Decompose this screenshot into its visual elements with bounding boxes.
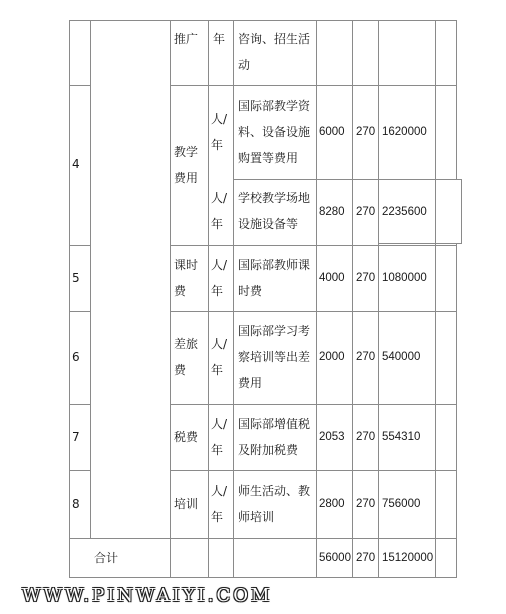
rule (69, 245, 90, 246)
item-cell: 培训 (174, 497, 199, 511)
rule (170, 311, 457, 312)
unit-cell: 人/年 (211, 337, 228, 377)
watermark: WWW.PINWAIYI.COM (22, 585, 273, 606)
rule (69, 20, 457, 21)
rule (69, 85, 90, 86)
price-cell: 8280 (319, 206, 345, 218)
total-cell: 554310 (382, 431, 421, 443)
rule (170, 470, 457, 471)
rule (170, 245, 457, 246)
rule (378, 20, 379, 578)
desc-cell: 学校教学场地设施设备等 (238, 191, 311, 231)
rule (461, 179, 462, 243)
price-cell: 2000 (319, 351, 345, 363)
row-number: 6 (72, 350, 80, 364)
unit-cell: 年 (213, 32, 226, 46)
unit-cell: 人/年 (211, 484, 228, 524)
rule (90, 20, 91, 538)
rule (69, 20, 70, 578)
rule (69, 470, 90, 471)
rule (378, 243, 462, 244)
unit-cell: 人/年 (211, 112, 228, 152)
rule (170, 85, 457, 86)
desc-cell: 师生活动、教师培训 (238, 484, 311, 524)
total-cell: 1620000 (382, 126, 427, 138)
rule (170, 20, 171, 578)
price-cell: 56000 (319, 552, 351, 564)
item-cell: 税费 (174, 430, 199, 444)
row-number: 7 (72, 430, 80, 444)
desc-cell: 咨询、招生活动 (238, 32, 311, 72)
rule (69, 311, 90, 312)
rule (233, 20, 234, 578)
price-cell: 2053 (319, 431, 345, 443)
rule (456, 243, 457, 578)
total-label: 合计 (94, 551, 119, 565)
item-cell: 推广 (174, 32, 199, 46)
count-cell: 270 (356, 126, 376, 138)
item-cell: 教学费用 (174, 145, 199, 185)
price-cell: 4000 (319, 272, 345, 284)
price-cell: 2800 (319, 498, 345, 510)
unit-cell: 人/年 (211, 191, 228, 231)
total-cell: 756000 (382, 498, 421, 510)
rule (69, 577, 457, 578)
price-cell: 6000 (319, 126, 345, 138)
desc-cell: 国际部增值税及附加税费 (238, 417, 311, 457)
rule (170, 404, 457, 405)
count-cell: 270 (356, 498, 376, 510)
row-number: 4 (72, 157, 80, 171)
rule (208, 20, 209, 578)
total-cell: 2235600 (382, 206, 427, 218)
count-cell: 270 (356, 552, 376, 564)
count-cell: 270 (356, 272, 376, 284)
count-cell: 270 (356, 206, 376, 218)
item-cell: 课时费 (174, 258, 199, 298)
item-cell: 差旅费 (174, 337, 199, 377)
row-number: 5 (72, 271, 80, 285)
total-cell: 1080000 (382, 272, 427, 284)
desc-cell: 国际部学习考察培训等出差费用 (238, 324, 311, 390)
rule (316, 20, 317, 578)
rule (233, 179, 462, 180)
unit-cell: 人/年 (211, 417, 228, 457)
rule (352, 20, 353, 578)
rule (456, 20, 457, 179)
rule (435, 20, 436, 578)
row-number: 8 (72, 497, 80, 511)
count-cell: 270 (356, 431, 376, 443)
rule (69, 538, 457, 539)
count-cell: 270 (356, 351, 376, 363)
desc-cell: 国际部教学资料、设备设施购置等费用 (238, 99, 311, 165)
rule (69, 404, 90, 405)
total-cell: 15120000 (382, 552, 434, 564)
desc-cell: 国际部教师课时费 (238, 258, 311, 298)
total-cell: 540000 (382, 351, 421, 363)
unit-cell: 人/年 (211, 258, 228, 298)
